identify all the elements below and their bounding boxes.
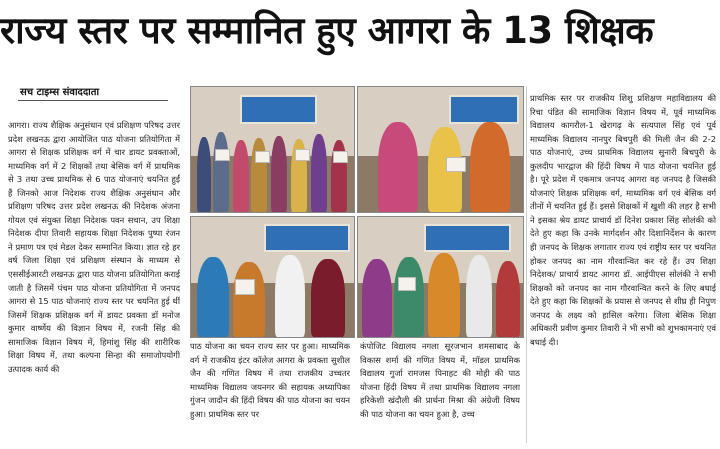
article-column-2	[190, 340, 350, 445]
column-3-text: कंपोजिट विद्यालय नगला सूरजभान शमसाबाद के विकास शर्मा की गणित विषय में, मॉडल प्राथमिक विद्यालय गुर्जा रामजस पिनाहट की मोही की पाठ योजना हिंदी विषय में तथा प्राथमिक विद्यालय नगला हरिकेशी खंदौली की प्रार्थना मिश्रा की अंग्रेजी विषय की पाठ योजना का चयन हुआ है, उच्च	[360, 341, 520, 419]
column-4-text: प्राथमिक स्तर पर राजकीय शिशु प्रशिक्षण महाविद्यालय की रिचा पंडित की सामाजिक विज्ञान विषय में, पूर्व माध्यमिक विद्यालय कागरौल-1 खेरागढ़ के सत्यपाल सिंह एवं पूर्व माध्यमिक विद्यालय नानपुर बिचपुरी की मिली जैन की 2-2 पाठ योजनाएं, उच्च प्राथमिक विद्यालय सुनारी बिचपुरी के कुलदीप भारद्वाज की हिंदी विषय में पाठ योजना चयनित हुई है। पूरे प्रदेश में एकमात्र जनपद आगरा वह जनपद है जिसकी योजनाएं शिक्षक प्रशिक्षक वर्ग, माध्यमिक वर्ग एवं बेसिक वर्ग तीनों में चयनित हुई हैं। इससे शिक्षकों में खुशी की लहर है सभी ने इसका श्रेय डायट प्राचार्य डॉ दिनेश प्रकाश सिंह सोलंकी को देते हुए कहा कि उनके मार्गदर्शन और दिशानिर्देशन के कारण ही जनपद के शिक्षक लगातार राज्य एवं राष्ट्रीय स्तर पर चयनित होकर जनपद का नाम गौरवान्वित कर रहे हैं। उप शिक्षा निदेशक/ प्राचार्य डायट आगरा डॉ. आईपीएस सोलंकी ने सभी शिक्षकों को जनपद का नाम गौरवान्वित करने के लिए बधाई देते हुए कहा कि शिक्षकों के प्रयास से जनपद से शीघ्र ही निपुण जनपद के लक्ष्य को हासिल करेगा। जिला बेसिक शिक्षा अधिकारी प्रवीण कुमार तिवारी ने भी सभी को शुभकामनाएं एवं बधाई दी।	[530, 93, 716, 347]
article-column-4	[530, 92, 716, 442]
award-photo-group	[190, 86, 355, 213]
award-photo-three	[190, 216, 355, 338]
article-column-1	[8, 119, 180, 441]
headline: राज्य स्तर पर सम्मानित हुए आगरा के 13 शिक्षक	[0, 9, 654, 52]
award-photo-two	[357, 86, 524, 213]
byline-divider	[18, 100, 168, 101]
article-column-3	[360, 340, 520, 445]
column-2-text: पाठ योजना का चयन राज्य स्तर पर हुआ। माध्यमिक वर्ग में राजकीय इंटर कॉलेज आगरा के प्रवक्ता सुशील जैन की गणित विषय में तथा राजकीय उच्चतर माध्यमिक विद्यालय जयनगर की सहायक अध्यापिका गुंजन जादौन की हिंदी विषय की पाठ योजना का चयन हुआ। प्राथमिक स्तर पर	[190, 341, 350, 419]
column-1-text: आगरा। राज्य शैक्षिक अनुसंधान एवं प्रशिक्षण परिषद उत्तर प्रदेश लखनऊ द्वारा आयोजित पाठ योजना प्रतियोगिता में आगरा से शिक्षक प्रशिक्षक वर्ग में चार डायट प्रवक्ताओं, माध्यमिक वर्ग में 2 शिक्षकों तथा बेसिक वर्ग में प्राथमिक से 3 तथा उच्च प्राथमिक से 6 पाठ योजनाएं चयनित हुईं हैं जिनको आज निदेशक राज्य शैक्षिक अनुसंधान और प्रशिक्षण परिषद उत्तर प्रदेश लखनऊ की निदेशक अंजना गोयल एवं संयुक्त शिक्षा निदेशक पवन सचान, उप शिक्षा निदेशक दीपा तिवारी सहायक शिक्षा निदेशक पुष्पा रंजन ने प्रमाण पत्र एवं मेडल देकर सम्मानित किया। ज्ञात रहे हर वर्ष जिला शिक्षा एवं प्रशिक्षण संस्थान के माध्यम से एससीईआरटी लखनऊ द्वारा पाठ योजना प्रतियोगिता कराई जाती है जिसमें पंचम पाठ योजना प्रतियोगिता में जनपद आगरा से 15 पाठ योजनाएं राज्य स्तर पर चयनित हुई थीं जिसमें शिक्षक प्रशिक्षक वर्ग में डायट प्रवक्ता डॉ मनोज कुमार वार्ष्णेय की विज्ञान विषय में, रजनी सिंह की सामाजिक विज्ञान विषय में, हिमांशु सिंह की शारीरिक शिक्षा विषय में, तथा कल्पना सिन्हा की समाजोपयोगी उत्पादक कार्य की	[8, 120, 180, 374]
column-divider	[526, 86, 527, 443]
byline: सच टाइम्स संवाददाता	[20, 87, 100, 98]
award-photo-four	[357, 216, 524, 338]
